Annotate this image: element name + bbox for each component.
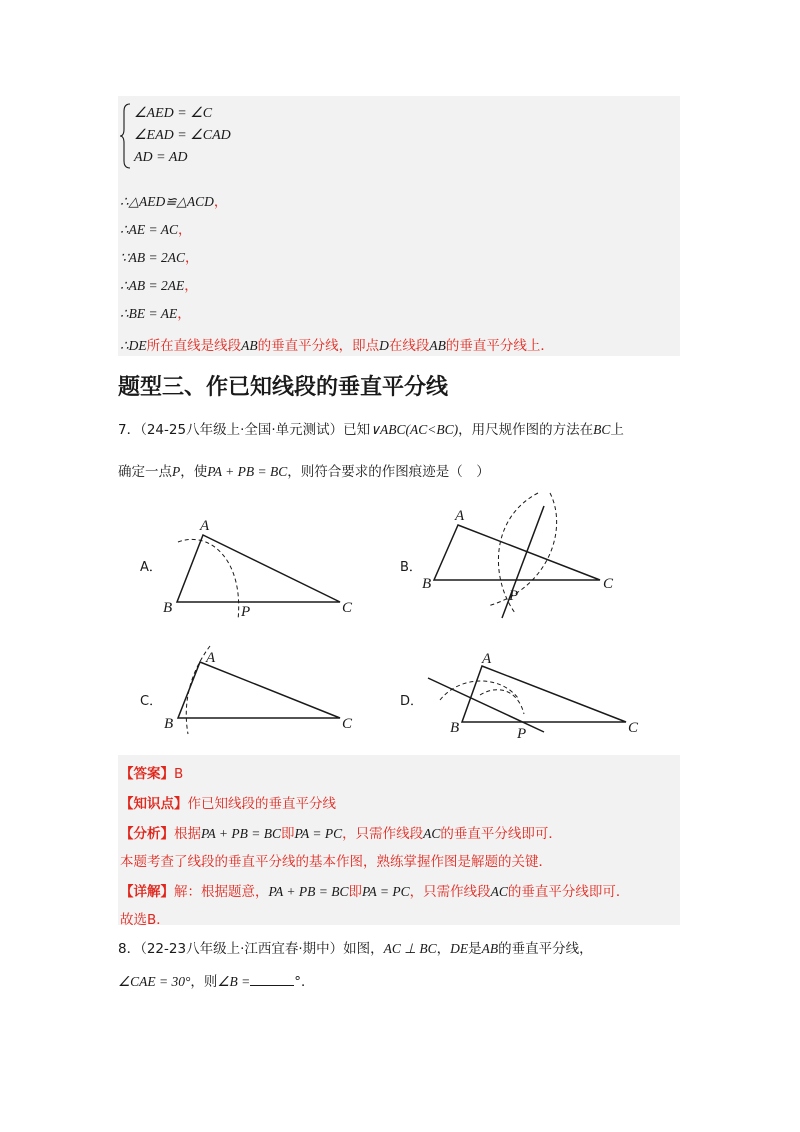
- choice-line: 故选B．: [120, 912, 170, 928]
- point-label: P: [509, 588, 519, 604]
- system-line: ∠EAD = ∠CAD: [134, 128, 231, 143]
- point-label: A: [455, 508, 465, 524]
- point-label: P: [241, 604, 251, 620]
- point-label: B: [164, 716, 174, 732]
- option-a-label[interactable]: A．: [140, 560, 162, 575]
- system-line: AD = AD: [134, 150, 188, 165]
- proof-line: ∴BE = AE，: [120, 306, 191, 322]
- question-7-line-2: 确定一点P，使PA + PB = BC，则符合要求的作图痕迹是（ ）: [118, 464, 490, 480]
- proof-line: ∴△AED≌△ACD，: [120, 194, 228, 210]
- option-c-figure[interactable]: [160, 640, 360, 735]
- point-label: B: [163, 600, 173, 616]
- point-label: B: [450, 720, 460, 736]
- point-label: A: [200, 518, 210, 534]
- left-brace-icon: [120, 103, 132, 169]
- option-c-label[interactable]: C．: [140, 694, 163, 709]
- point-label: C: [628, 720, 639, 736]
- point-label: C: [342, 600, 353, 616]
- question-8-line-1: 8．（22-23八年级上·江西宜春·期中）如图，AC ⊥ BC，DE是AB的垂直平分线，: [118, 941, 593, 957]
- detail-line: 【详解】解：根据题意，PA + PB = BC即PA = PC，只需作线段AC的垂直平分线即可．: [120, 884, 630, 900]
- point-label: A: [206, 650, 216, 666]
- option-d-figure[interactable]: [420, 650, 640, 745]
- answer-blank[interactable]: [250, 985, 294, 986]
- point-label: C: [603, 576, 614, 592]
- proof-conclusion: ∴DE所在直线是线段AB的垂直平分线，即点D在线段AB的垂直平分线上．: [120, 338, 554, 354]
- section-title: 题型三、作已知线段的垂直平分线: [118, 375, 449, 400]
- point-label: B: [422, 576, 432, 592]
- point-label: P: [517, 726, 527, 742]
- option-d-label[interactable]: D．: [400, 694, 424, 709]
- question-7-line-1: 7．（24-25八年级上·全国·单元测试）已知∨ABC(AC<BC)，用尺规作图的方法在BC上: [118, 422, 624, 438]
- point-label: A: [482, 651, 492, 667]
- analysis-note: 本题考查了线段的垂直平分线的基本作图，熟练掌握作图是解题的关键．: [120, 854, 552, 870]
- answer-line: 【答案】B: [120, 766, 184, 782]
- option-b-label[interactable]: B．: [400, 560, 422, 575]
- analysis-line: 【分析】根据PA + PB = BC即PA = PC，只需作线段AC的垂直平分线即可．: [120, 826, 562, 842]
- option-b-figure[interactable]: [420, 488, 620, 628]
- proof-line: ∵AB = 2AC，: [120, 250, 199, 266]
- question-8-line-2: ∠CAE = 30°，则∠B = °．: [118, 974, 315, 990]
- option-a-figure[interactable]: [160, 520, 360, 620]
- proof-line: ∴AE = AC，: [120, 222, 192, 238]
- proof-line: ∴AB = 2AE，: [120, 278, 198, 294]
- knowledge-point-line: 【知识点】作已知线段的垂直平分线: [120, 796, 336, 812]
- point-label: C: [342, 716, 353, 732]
- system-line: ∠AED = ∠C: [134, 106, 213, 121]
